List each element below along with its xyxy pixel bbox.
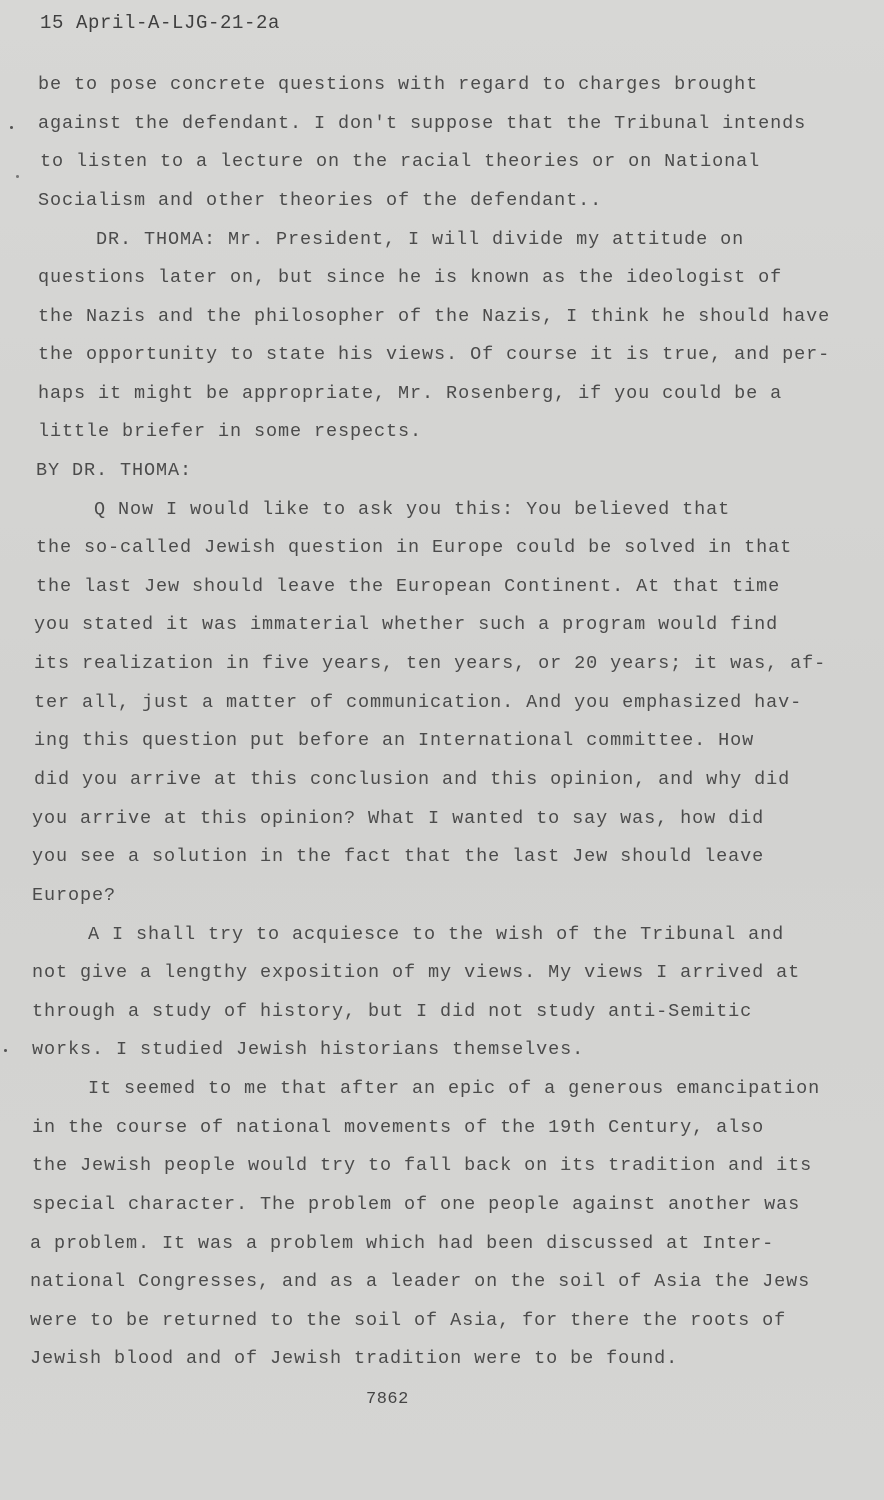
text-line: in the course of national movements of the 19th Century, also	[32, 1117, 765, 1138]
text-line: haps it might be appropriate, Mr. Rosenberg, if you could be a	[38, 383, 783, 404]
text-line: DR. THOMA: Mr. President, I will divide my attitude on	[96, 229, 745, 250]
text-line: special character. The problem of one people against another was	[32, 1194, 801, 1215]
text-line: It seemed to me that after an epic of a generous emancipation	[88, 1078, 821, 1099]
margin-dot	[10, 126, 13, 129]
page-number: 7862	[366, 1390, 409, 1409]
text-line: questions later on, but since he is known as the ideologist of	[38, 267, 783, 288]
text-line: the last Jew should leave the European Continent. At that time	[36, 576, 781, 597]
text-line: ing this question put before an International committee. How	[34, 730, 755, 751]
text-line: through a study of history, but I did not study anti-Semitic	[32, 1001, 753, 1022]
text-line: national Congresses, and as a leader on the soil of Asia the Jews	[30, 1271, 811, 1292]
text-line: its realization in five years, ten years, or 20 years; it was, af-	[34, 653, 827, 674]
text-line: against the defendant. I don't suppose that the Tribunal intends	[38, 113, 807, 134]
text-line: the Nazis and the philosopher of the Nazis, I think he should have	[38, 306, 831, 327]
text-line: you stated it was immaterial whether such a program would find	[34, 614, 779, 635]
text-line: a problem. It was a problem which had been discussed at Inter-	[30, 1233, 775, 1254]
text-line: be to pose concrete questions with regard to charges brought	[38, 74, 759, 95]
text-line: Europe?	[32, 885, 117, 906]
text-line: little briefer in some respects.	[38, 421, 423, 442]
margin-dot	[4, 1049, 7, 1052]
text-line: ter all, just a matter of communication. And you emphasized hav-	[34, 692, 803, 713]
text-line: not give a lengthy exposition of my views. My views I arrived at	[32, 962, 801, 983]
document-reference: 15 April-A-LJG-21-2a	[40, 12, 281, 34]
text-line: Jewish blood and of Jewish tradition were to be found.	[30, 1348, 679, 1369]
margin-dot	[16, 175, 19, 178]
text-line: you arrive at this opinion? What I wanted to say was, how did	[32, 808, 765, 829]
text-line: did you arrive at this conclusion and this opinion, and why did	[34, 769, 791, 790]
text-line: you see a solution in the fact that the last Jew should leave	[32, 846, 765, 867]
text-line: the Jewish people would try to fall back on its tradition and its	[32, 1155, 813, 1176]
text-line: the opportunity to state his views. Of course it is true, and per-	[38, 344, 831, 365]
text-line: Socialism and other theories of the defendant..	[38, 190, 603, 211]
section-heading: BY DR. THOMA:	[36, 460, 193, 481]
text-line: Q Now I would like to ask you this: You believed that	[94, 499, 731, 520]
text-line: the so-called Jewish question in Europe could be solved in that	[36, 537, 793, 558]
text-line: A I shall try to acquiesce to the wish of the Tribunal and	[88, 924, 785, 945]
text-line: to listen to a lecture on the racial theories or on National	[40, 151, 761, 172]
text-line: works. I studied Jewish historians themselves.	[32, 1039, 585, 1060]
text-line: were to be returned to the soil of Asia, for there the roots of	[30, 1310, 787, 1331]
